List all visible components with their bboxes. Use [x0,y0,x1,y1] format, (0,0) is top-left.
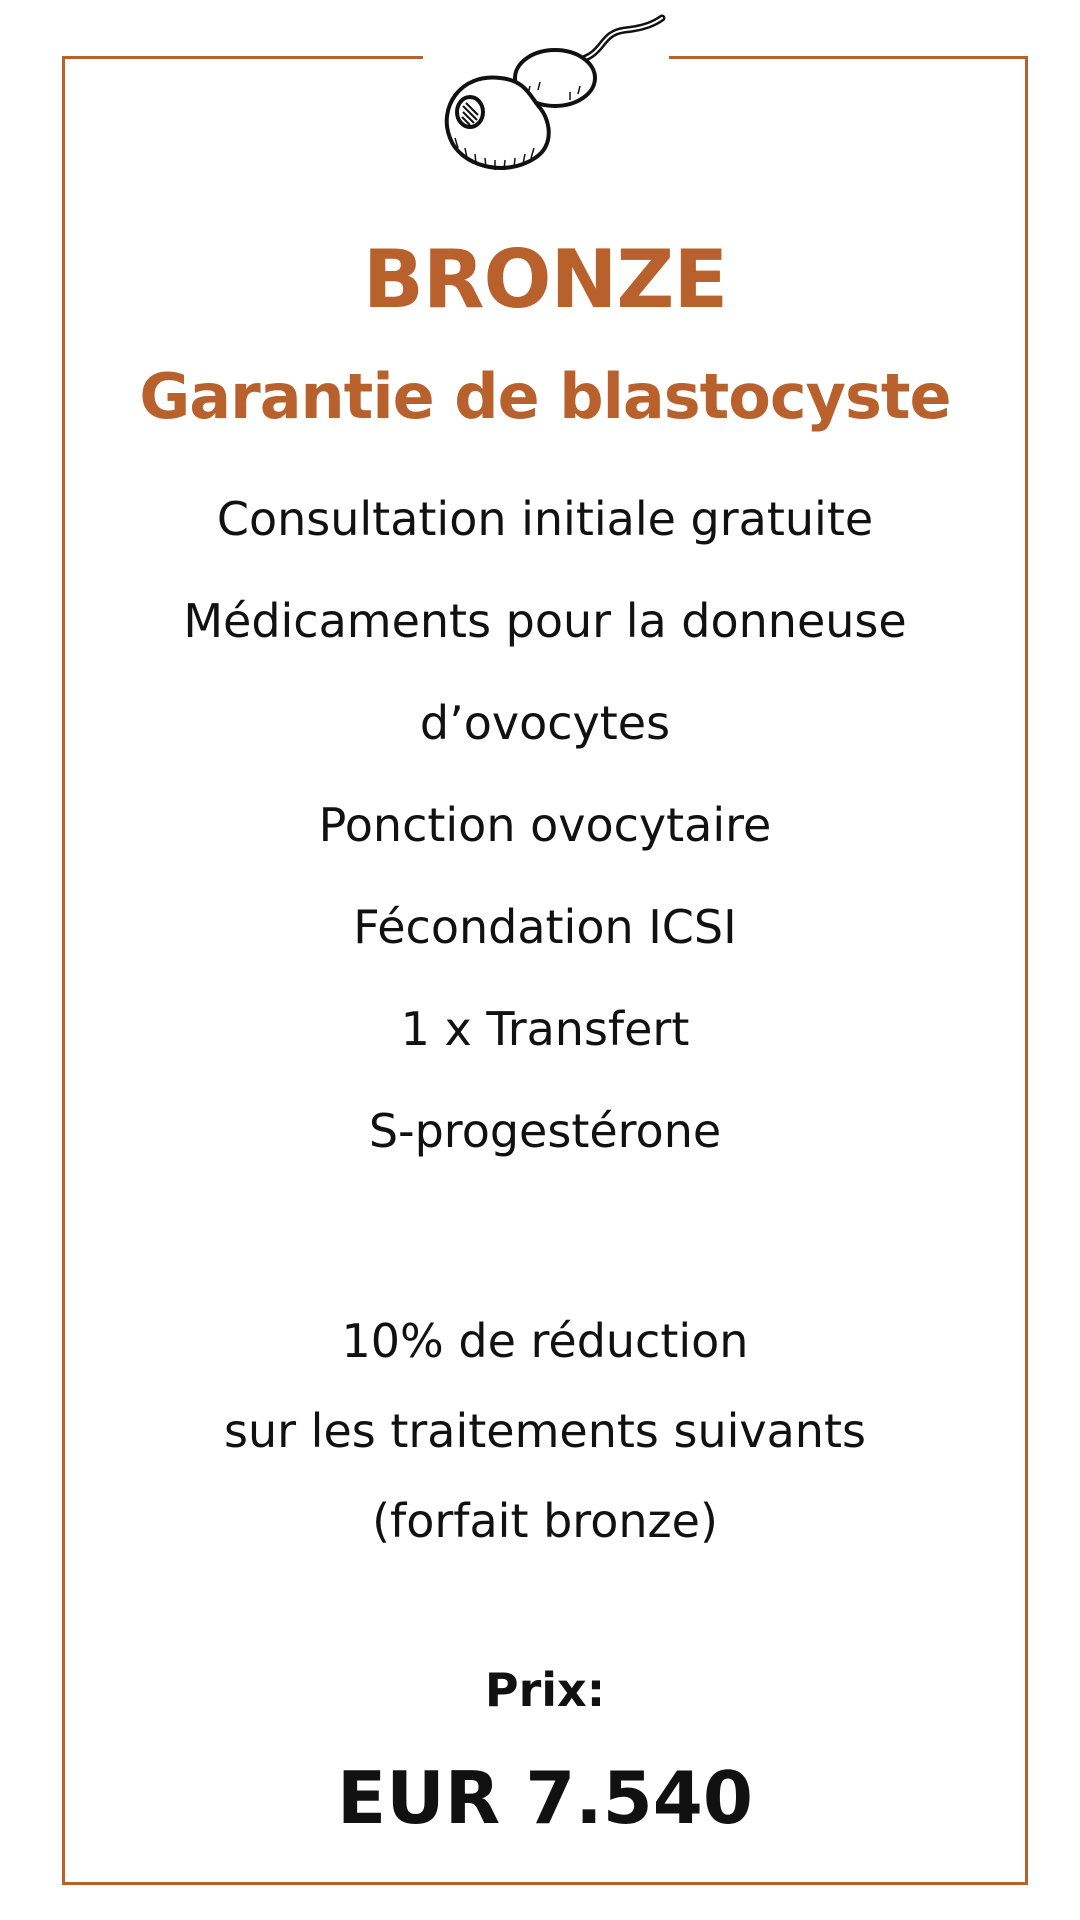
feature-item: 1 x Transfert [400,1002,690,1056]
feature-item: Fécondation ICSI [353,900,737,954]
discount-line: sur les traitements suivants [224,1404,866,1458]
package-subtitle: Garantie de blastocyste [139,360,951,433]
feature-item: Ponction ovocytaire [318,798,772,852]
discount-line: 10% de réduction [341,1314,749,1368]
feature-list [62,468,1028,1182]
feature-item: d’ovocytes [419,696,671,750]
discount-block [62,1296,1028,1566]
price-label: Prix: [484,1663,606,1717]
feature-item: Médicaments pour la donneuse [183,594,907,648]
price-value: EUR 7.540 [337,1756,753,1840]
discount-line: (forfait bronze) [372,1494,718,1548]
feature-item: S-progestérone [368,1104,722,1158]
sperm-icon [430,8,670,178]
package-title: BRONZE [362,233,728,326]
feature-item: Consultation initiale gratuite [216,492,874,546]
